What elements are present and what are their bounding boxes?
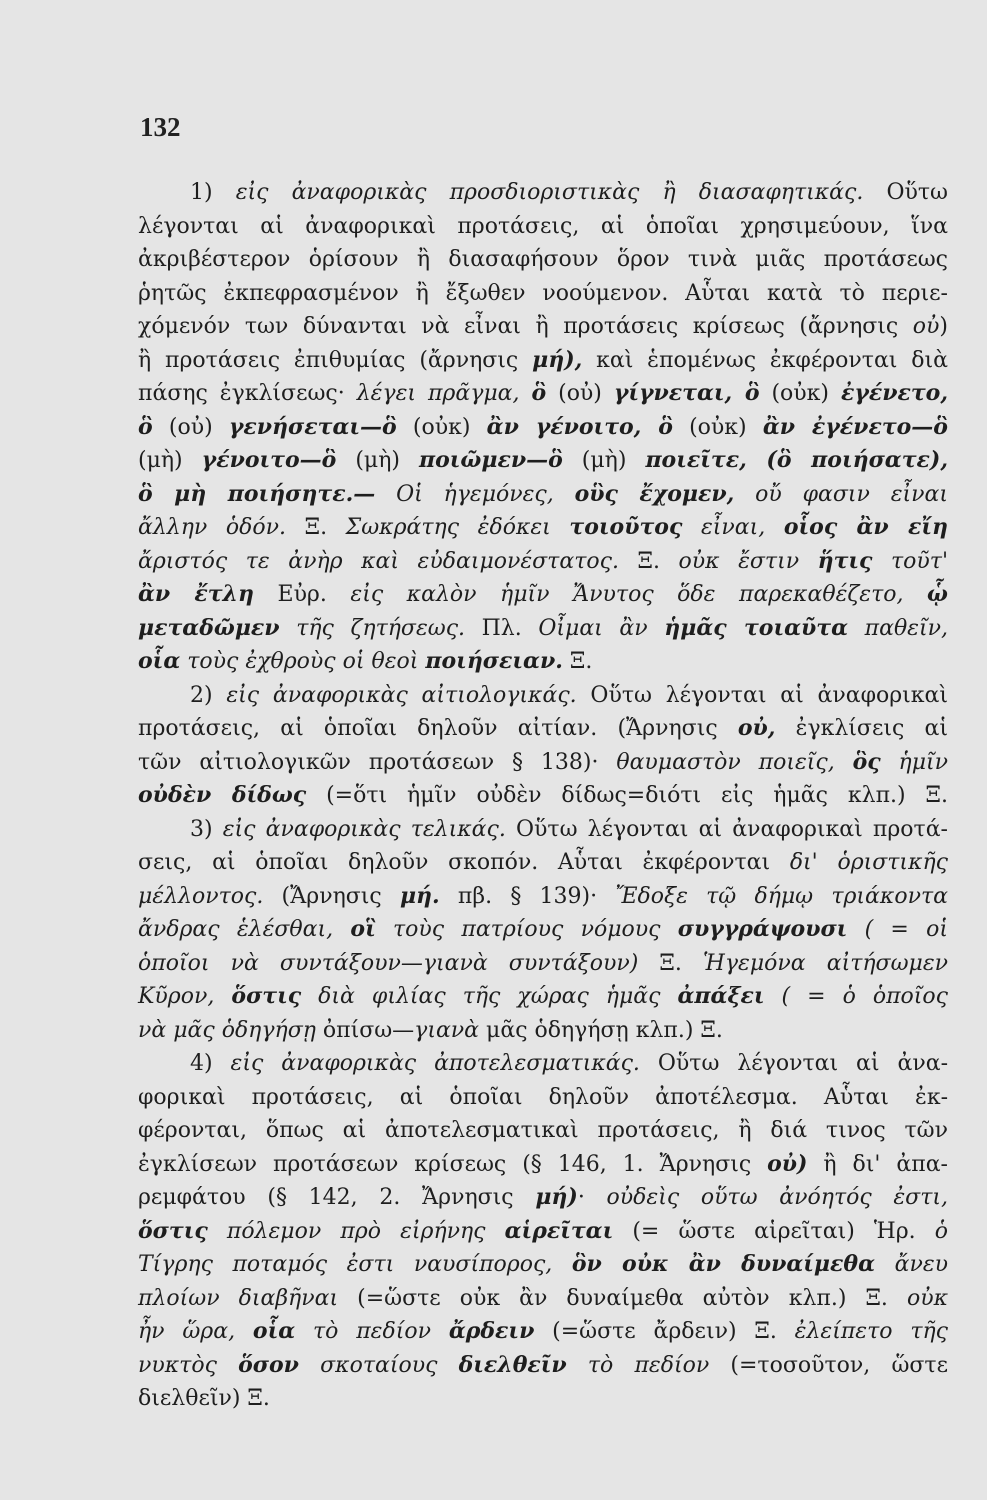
- bold-example-text: οἷα: [138, 648, 181, 674]
- text-run: Ξ.: [286, 515, 346, 540]
- italic-text: Ἡγεμόνα αἰτήσωμεν: [703, 950, 948, 976]
- italic-text: ἡμῖν: [880, 749, 948, 775]
- italic-text: οὔ φασιν εἶναι: [734, 481, 948, 507]
- italic-text: οὐκ: [906, 1285, 948, 1311]
- bold-example-text: γένοιτο—ὃ: [201, 447, 337, 473]
- bold-example-text: ὃν οὐκ ἂν δυναίμεθα: [571, 1251, 876, 1277]
- italic-text: οὐκ ἔστιν: [678, 548, 818, 574]
- italic-text: ἦν ὥρα,: [138, 1319, 253, 1344]
- bold-example-text: ὅστις: [138, 1217, 208, 1244]
- text-run: ἐγκλίσεις αἱ: [775, 716, 948, 741]
- text-line: [138, 478, 948, 512]
- italic-text: ( = ὁ ὁποῖος: [764, 984, 948, 1009]
- italic-text: τὸ πεδίον: [566, 1352, 710, 1378]
- bold-example-text: μεταδῶμεν: [138, 614, 280, 641]
- text-run: ): [939, 314, 948, 339]
- text-line: [138, 746, 948, 780]
- text-line: [138, 813, 948, 847]
- text-line: [138, 1282, 948, 1316]
- bold-example-text: ποιεῖτε, (ὃ ποιήσατε),: [645, 447, 948, 473]
- bold-example-text: ἄρδειν: [448, 1318, 535, 1344]
- text-line: [138, 1248, 948, 1282]
- text-run: (οὐκ): [396, 414, 487, 440]
- bold-example-text: αἱρεῖται: [504, 1217, 614, 1244]
- bold-example-text: οὐ): [767, 1150, 808, 1177]
- bold-example-text: ἂν γένοιτο, ὃ: [486, 413, 673, 440]
- text-run: ρεμφάτου (§ 142, 2. Ἄρνησις: [138, 1185, 536, 1210]
- bold-example-text: οὓς ἔχομεν,: [574, 480, 735, 507]
- bold-example-text: ὃ: [138, 413, 153, 440]
- text-run: (=τοσοῦτον, ὥστε: [709, 1352, 948, 1378]
- text-run: (οὐκ): [759, 381, 841, 406]
- bold-example-text: ἐγένετο,: [840, 380, 948, 406]
- text-run: ὀπίσω—: [315, 1017, 415, 1043]
- italic-text: νὰ μᾶς ὁδηγήσῃ: [138, 1017, 316, 1043]
- text-run: (=ὥστε ἄρδειν) Ξ.: [534, 1319, 795, 1344]
- bold-example-text: οὐδὲν δίδως: [138, 782, 307, 808]
- text-run: ·: [577, 1185, 607, 1210]
- text-line: [138, 310, 948, 344]
- text-line: [138, 545, 948, 579]
- bold-example-text: ποιήσειαν.: [425, 648, 563, 674]
- text-line: [138, 1349, 948, 1383]
- text-run: (= ὥστε αἱρεῖται) Ἡρ.: [613, 1218, 935, 1244]
- body-text: [138, 176, 948, 1416]
- bold-example-text: ἂν ἔτλη: [138, 581, 254, 607]
- text-run: ἢ δι' ἀπα-: [807, 1151, 948, 1177]
- bold-example-text: ὃ μὴ ποιήσητε.—: [138, 480, 376, 507]
- text-run: Ξ.: [618, 548, 679, 574]
- text-line: [138, 1181, 948, 1215]
- text-run: τῶν αἰτιολογικῶν προτάσεων § 138)·: [138, 749, 617, 775]
- italic-text: ἄριστός τε ἀνὴρ καὶ εὐδαιμονέστατος.: [138, 548, 619, 574]
- italic-text: εἰς ἀναφορικὰς αἰτιολογικάς.: [226, 682, 577, 708]
- text-run: (=ὅτι ἡμῖν οὐδὲν δίδως=διότι εἰς ἡμᾶς κλπ.) Ξ.: [306, 783, 948, 808]
- text-line: [138, 243, 948, 277]
- text-run: πβ. § 139)·: [439, 883, 616, 909]
- italic-text: γιανὰ: [414, 1017, 480, 1043]
- bold-example-text: ᾧ: [927, 581, 948, 607]
- text-line: [138, 980, 948, 1014]
- text-run: λέγονται αἱ ἀναφορικαὶ προτάσεις, αἱ ὁποῖαι χρησιμεύουν, ἵνα: [138, 213, 948, 239]
- italic-text: τοῦτ': [872, 548, 948, 574]
- italic-text: διὰ φιλίας τῆς χώρας ἡμᾶς: [301, 984, 678, 1009]
- italic-text: Οἶμαι ἂν: [538, 615, 665, 641]
- bold-example-text: οἷος ἂν εἴη: [783, 514, 948, 540]
- italic-text: εἰς καλὸν ἡμῖν Ἄνυτος ὅδε παρεκαθέζετο,: [350, 582, 928, 607]
- text-line: [138, 846, 948, 880]
- text-run: πάσης ἐγκλίσεως·: [138, 381, 357, 406]
- text-line: [138, 779, 948, 813]
- bold-example-text: διελθεῖν: [458, 1351, 567, 1378]
- text-run: ἐγκλίσεων προτάσεων κρίσεως (§ 146, 1. Ἄρνησις: [138, 1151, 768, 1177]
- text-run: ῥητῶς ἐκπεφρασμένον ἢ ἔξωθεν νοούμενον. Αὗται κατὰ τὸ περιε-: [138, 280, 948, 306]
- text-line: [138, 880, 948, 914]
- italic-text: οὐ: [912, 314, 940, 339]
- bold-example-text: ποιῶμεν—ὃ: [418, 447, 563, 473]
- text-line: [138, 1215, 948, 1249]
- text-line: [138, 210, 948, 244]
- italic-text: Τίγρης ποταμός ἐστι ναυσίπορος,: [138, 1252, 572, 1277]
- text-line: [138, 377, 948, 411]
- italic-text: ἄλλην ὁδόν.: [138, 515, 286, 540]
- italic-text: τοὺς πατρίους νόμους: [375, 917, 678, 942]
- bold-example-text: μή),: [532, 346, 583, 373]
- bold-example-text: ἀπάξει: [677, 983, 765, 1009]
- text-run: Ξ.: [638, 950, 704, 976]
- text-run: προτάσεις, αἱ ὁποῖαι δηλοῦν αἰτίαν. (Ἄρνησις: [138, 716, 738, 741]
- text-line: [138, 176, 948, 210]
- text-run: (οὐκ): [672, 414, 763, 440]
- italic-text: πλοίων διαβῆναι: [138, 1285, 339, 1311]
- italic-text: θαυμαστὸν ποιεῖς,: [616, 749, 853, 775]
- italic-text: τῆς ζητήσεως.: [279, 615, 466, 641]
- italic-text: ὁποῖοι νὰ συντάξουν—γιανὰ συντάξουν): [138, 950, 639, 976]
- text-run: διελθεῖν) Ξ.: [138, 1386, 270, 1411]
- text-line: [138, 1114, 948, 1148]
- italic-text: οὐδεὶς οὕτω ἀνόητός ἐστι,: [606, 1185, 948, 1210]
- bold-example-text: οὐ,: [737, 715, 776, 741]
- italic-text: νυκτὸς: [138, 1352, 239, 1378]
- bold-example-text: ἥτις: [817, 547, 873, 574]
- italic-text: μέλλοντος.: [138, 883, 264, 909]
- text-line: [138, 679, 948, 713]
- page-number: 132: [140, 112, 181, 142]
- text-line: [138, 1148, 948, 1182]
- bold-example-text: τοιοῦτος: [569, 514, 683, 540]
- text-line: [138, 1014, 948, 1048]
- bold-example-text: ὅστις: [231, 983, 302, 1009]
- text-line: [138, 444, 948, 478]
- text-run: (οὐ): [152, 414, 229, 440]
- text-run: (=ὥστε οὐκ ἂν δυναίμεθα αὐτὸν κλπ.) Ξ.: [338, 1285, 907, 1311]
- italic-text: Σωκράτης ἐδόκει: [345, 515, 570, 540]
- italic-text: παθεῖν,: [848, 615, 948, 641]
- text-line: [138, 511, 948, 545]
- italic-text: εἰς ἀναφορικὰς τελικάς.: [222, 816, 506, 842]
- bold-example-text: μή): [535, 1184, 578, 1210]
- text-line: [138, 277, 948, 311]
- text-run: (μὴ): [562, 448, 646, 473]
- bold-example-text: γενήσεται—ὃ: [228, 413, 397, 440]
- bold-example-text: οἳ: [350, 916, 376, 942]
- italic-text: Ἔδοξε τῷ δήμῳ τριάκοντα: [615, 883, 948, 909]
- bold-example-text: ἂν ἐγένετο—ὃ: [762, 413, 948, 440]
- italic-text: Κῦρον,: [138, 984, 232, 1009]
- text-run: (μὴ): [138, 448, 202, 473]
- italic-text: τοὺς ἐχθροὺς οἱ θεοὶ: [180, 649, 426, 674]
- text-run: Οὕτω λέγονται αἱ ἀναφορικαὶ: [576, 682, 949, 708]
- bold-example-text: ὃ: [531, 380, 547, 406]
- bold-example-text: οἷα: [252, 1318, 296, 1344]
- italic-text: Οἱ ἡγεμόνες,: [375, 481, 575, 507]
- text-run: χόμενόν των δύνανται νὰ εἶναι ἢ προτάσεις κρίσεως (ἄρνησις: [138, 314, 913, 339]
- text-run: Εὐρ.: [253, 582, 351, 607]
- text-line: [138, 712, 948, 746]
- text-run: μᾶς ὁδηγήσῃ κλπ.) Ξ.: [479, 1017, 723, 1043]
- text-line: [138, 578, 948, 612]
- text-run: φέρονται, ὅπως αἱ ἀποτελεσματικαὶ προτάσεις, ἢ διά τινος τῶν: [138, 1118, 948, 1143]
- text-run: (μὴ): [336, 448, 419, 473]
- text-run: Οὕτω λέγονται αἱ ἀνα-: [639, 1051, 948, 1076]
- italic-text: ( = οἱ: [847, 917, 948, 942]
- text-run: καὶ ἑπομένως ἐκφέρονται διὰ: [582, 347, 948, 373]
- text-run: Ξ.: [562, 649, 593, 674]
- italic-text: πόλεμον πρὸ εἰρήνης: [207, 1218, 505, 1244]
- italic-text: εἰς ἀναφορικὰς ἀποτελεσματικάς.: [230, 1051, 640, 1076]
- text-line: [138, 947, 948, 981]
- italic-text: σκοταίους: [298, 1352, 459, 1378]
- text-line: [138, 411, 948, 445]
- text-run: σεις, αἱ ὁποῖαι δηλοῦν σκοπόν. Αὗται ἐκφέρονται: [138, 850, 790, 875]
- text-run: Οὕτω λέγονται αἱ ἀναφορικαὶ προτά-: [505, 816, 948, 842]
- text-run: 1): [190, 180, 236, 205]
- text-line: [138, 612, 948, 646]
- text-line: [138, 1081, 948, 1115]
- bold-example-text: ὅσον: [238, 1351, 299, 1378]
- italic-text: ἐλείπετο τῆς: [794, 1319, 949, 1344]
- bold-example-text: ἡμᾶς τοιαῦτα: [664, 614, 849, 641]
- text-run: 2): [190, 682, 227, 708]
- text-run: 4): [190, 1051, 231, 1076]
- text-run: Πλ.: [465, 615, 539, 641]
- bold-example-text: συγγράψουσι: [677, 916, 848, 942]
- text-line: [138, 645, 948, 679]
- italic-text: τὸ πεδίον: [295, 1319, 449, 1344]
- italic-text: ἄνευ: [875, 1252, 949, 1277]
- text-line: [138, 1382, 948, 1416]
- italic-text: ὁ: [934, 1218, 948, 1244]
- italic-text: δι' ὁριστικῆς: [789, 850, 948, 875]
- bold-example-text: ὃς: [852, 748, 881, 775]
- bold-example-text: μή.: [399, 882, 440, 909]
- text-run: φορικαὶ προτάσεις, αἱ ὁποῖαι δηλοῦν ἀποτέλεσμα. Αὗται ἐκ-: [138, 1084, 948, 1110]
- text-run: Οὕτω: [863, 180, 949, 205]
- text-run: (οὐ): [546, 381, 614, 406]
- text-run: ἢ προτάσεις ἐπιθυμίας (ἄρνησις: [138, 347, 533, 373]
- text-run: ἀκριβέστερον ὁρίσουν ἢ διασαφήσουν ὅρον τινὰ μιᾶς προτάσεως: [138, 247, 948, 272]
- text-line: [138, 913, 948, 947]
- text-line: [138, 1315, 948, 1349]
- italic-text: εἶναι,: [682, 515, 784, 540]
- italic-text: ἄνδρας ἑλέσθαι,: [138, 917, 351, 942]
- text-run: 3): [190, 816, 223, 842]
- italic-text: εἰς ἀναφορικὰς προσδιοριστικὰς ἢ διασαφητικάς.: [235, 180, 864, 205]
- italic-text: λέγει πρᾶγμα,: [356, 381, 532, 406]
- text-run: (Ἄρνησις: [263, 883, 400, 909]
- bold-example-text: γίγνεται, ὃ: [613, 380, 760, 406]
- text-line: [138, 344, 948, 378]
- text-line: [138, 1047, 948, 1081]
